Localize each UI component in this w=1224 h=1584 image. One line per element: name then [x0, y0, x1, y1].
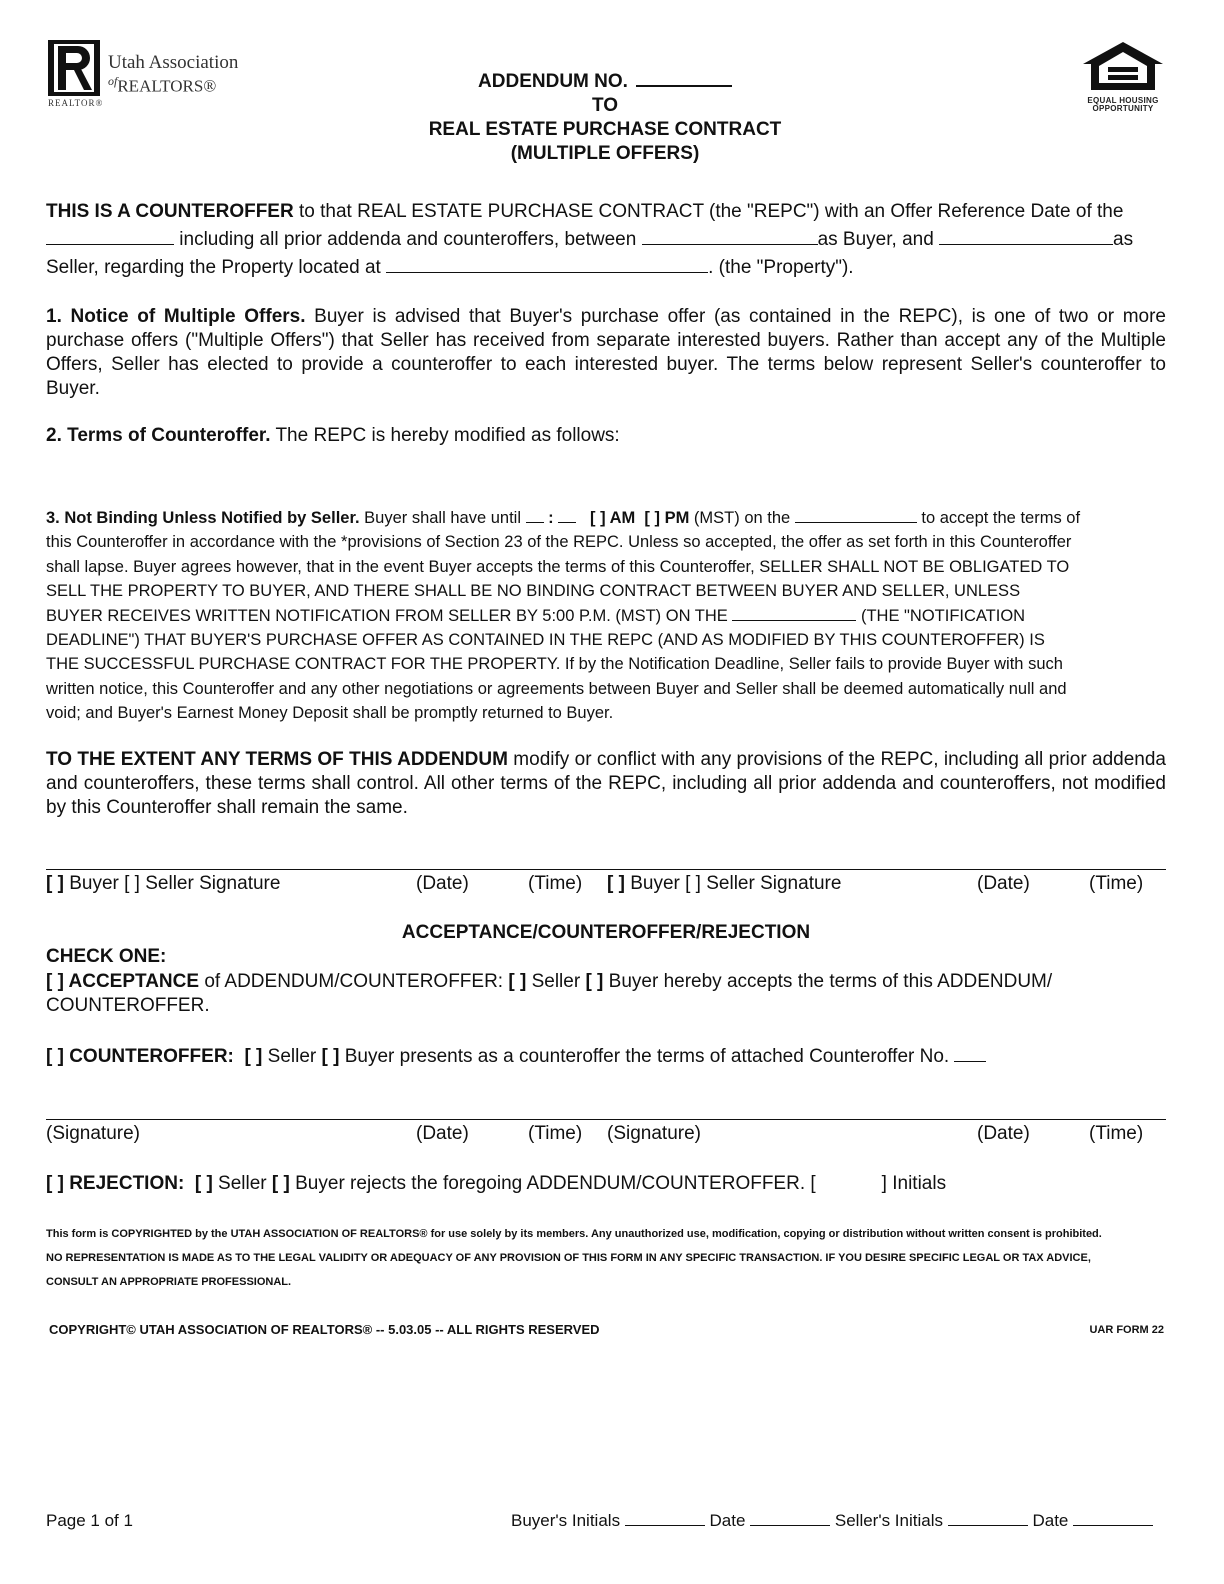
sig2-right-time: (Time)	[1089, 1123, 1144, 1144]
rejection-buyer-checkbox[interactable]: [ ]	[271, 1173, 290, 1194]
counteroffer-number-field[interactable]	[954, 1045, 986, 1062]
date2-label: Date	[1027, 1511, 1074, 1530]
signature-line-2[interactable]	[46, 1119, 1166, 1120]
sig2-left-time: (Time)	[528, 1123, 583, 1144]
legal-line3: CONSULT AN APPROPRIATE PROFESSIONAL.	[46, 1276, 292, 1288]
counteroffer-seller-checkbox[interactable]: [ ]	[244, 1046, 263, 1067]
intro-text4: as	[1113, 229, 1134, 250]
acceptance-text2: Seller	[526, 971, 586, 992]
counteroffer-line	[46, 1045, 1166, 1069]
rejection-option	[46, 1172, 1166, 1196]
time-separator: :	[548, 509, 554, 527]
section-3-line8: written notice, this Counteroffer and any other negotiations or agreements between Buyer and Seller shall be deemed automatically null and	[46, 679, 1067, 698]
date1-label: Date	[704, 1511, 751, 1530]
sig1-left-role	[46, 873, 280, 895]
copyright-notice: COPYRIGHT© UTAH ASSOCIATION OF REALTORS® -- 5.03.05 -- ALL RIGHTS RESERVED	[49, 1322, 600, 1337]
counteroffer-buyer-checkbox[interactable]: [ ]	[321, 1046, 340, 1067]
sig1-left-label: Buyer [ ] Seller Signature	[63, 873, 281, 894]
seller-initials-label: Seller's Initials	[830, 1511, 948, 1530]
intro-line2	[46, 228, 1166, 252]
intro-paragraph	[46, 200, 1166, 280]
sig1-right-buyer-checkbox[interactable]: [ ]	[607, 873, 625, 894]
logo-name-line1: Utah Association	[108, 52, 239, 73]
intro-text2: including all prior addenda and counteroffers, between	[174, 229, 642, 250]
sig1-right-date: (Date)	[977, 873, 1030, 894]
section-1-body: Buyer is advised that Buyer's purchase offer (as contained in the REPC), is one of two or more purchase offers ("Multiple Offers") that Seller has received from separate interested buyers. Rather than accept any of the Multiple Offers, Seller has elected to provide a counteroffer to each interested buyer. The terms below represent Seller's counteroffer to Buyer.	[46, 306, 1166, 399]
acceptance-text3: Buyer hereby accepts the terms of this ADDENDUM/	[603, 971, 1053, 992]
title-addendum-label: ADDENDUM NO.	[478, 71, 628, 92]
section-3-text5a: BUYER RECEIVES WRITTEN NOTIFICATION FROM SELLER BY 5:00 P.M. (MST) ON THE	[46, 606, 733, 625]
check-one-label: CHECK ONE:	[46, 946, 167, 967]
section-3-text5b: (THE "NOTIFICATION	[856, 606, 1026, 625]
section-3-text3: to accept the terms of	[916, 509, 1081, 527]
footer-initials	[511, 1511, 1153, 1531]
acceptance-heading: ACCEPTANCE/COUNTEROFFER/REJECTION	[401, 922, 811, 943]
equal-housing-caption2: OPPORTUNITY	[1092, 104, 1154, 113]
seller-name-field[interactable]	[939, 228, 1113, 245]
counteroffer-text2: Buyer presents as a counteroffer the terms of attached Counteroffer No.	[339, 1046, 955, 1067]
counteroffer-checkbox[interactable]: [ ] COUNTEROFFER:	[46, 1046, 234, 1067]
acceptance-seller-checkbox[interactable]: [ ]	[508, 971, 527, 992]
sig2-left-label: (Signature)	[46, 1123, 140, 1144]
rejection-text2: Buyer rejects the foregoing ADDENDUM/COUNTEROFFER. [	[289, 1173, 816, 1194]
title-line-addendum	[300, 70, 910, 94]
intro-line3	[46, 256, 1166, 280]
section-3-text1: Buyer shall have until	[359, 509, 526, 527]
document-title	[300, 70, 910, 166]
title-line-to: TO	[591, 95, 619, 116]
section-1	[46, 305, 1166, 401]
control-lead: TO THE EXTENT ANY TERMS OF THIS ADDENDUM	[46, 749, 508, 770]
section-2-heading: 2. Terms of Counteroffer.	[46, 425, 271, 446]
section-3-line1	[46, 506, 1166, 530]
acceptance-line1	[46, 970, 1166, 994]
buyer-initials-label: Buyer's Initials	[511, 1511, 625, 1530]
intro-line1	[46, 200, 1166, 224]
sig1-right-time: (Time)	[1089, 873, 1144, 894]
rejection-text1: Seller	[212, 1173, 272, 1194]
form-number: UAR FORM 22	[1089, 1324, 1164, 1336]
date1-field[interactable]	[750, 1511, 830, 1526]
section-2	[46, 424, 1166, 448]
acceptance-checkbox[interactable]: [ ] ACCEPTANCE	[46, 971, 200, 992]
buyer-name-field[interactable]	[642, 228, 818, 245]
section-3-line6: DEADLINE") THAT BUYER'S PURCHASE OFFER AS CONTAINED IN THE REPC (AND AS MODIFIED BY THIS COUNTEROFFER) IS	[46, 631, 1045, 650]
counteroffer-text1: Seller	[262, 1046, 322, 1067]
sig1-right-role	[607, 873, 841, 895]
intro-lead: THIS IS A COUNTEROFFER	[46, 201, 294, 222]
addendum-number-field[interactable]	[636, 71, 732, 87]
equal-housing-house-icon	[1080, 40, 1166, 92]
acceptance-date-field[interactable]	[795, 506, 917, 523]
control-paragraph	[46, 748, 1166, 820]
acceptance-buyer-checkbox[interactable]: [ ]	[585, 971, 604, 992]
equal-housing-logo	[1080, 40, 1166, 112]
section-3-text2: (MST) on the	[689, 509, 795, 527]
section-3-line3: shall lapse. Buyer agrees however, that in the event Buyer accepts the terms of this Counteroffer, SELLER SHALL NOT BE OBLIGATED TO	[46, 557, 1070, 576]
section-3-line9: void; and Buyer's Earnest Money Deposit shall be promptly returned to Buyer.	[46, 704, 614, 723]
sig1-right-label: Buyer [ ] Seller Signature	[624, 873, 842, 894]
counteroffer-option	[46, 1045, 1166, 1069]
page-number: Page 1 of 1	[46, 1511, 133, 1530]
sig2-left-date: (Date)	[416, 1123, 469, 1144]
sig2-right-label: (Signature)	[607, 1123, 701, 1144]
logo-realtor-caption: REALTOR®	[48, 98, 104, 108]
uar-logo	[48, 40, 248, 110]
section-3	[46, 506, 1166, 726]
intro-text1: to that REAL ESTATE PURCHASE CONTRACT (the "REPC") with an Offer Reference Date of the	[293, 201, 1124, 222]
intro-text5: Seller, regarding the Property located at	[46, 257, 387, 278]
property-address-field[interactable]	[386, 256, 708, 273]
logo-realtors: REALTORS®	[117, 76, 217, 96]
sig1-left-buyer-checkbox[interactable]: [ ]	[46, 873, 64, 894]
logo-name-line2	[108, 74, 216, 97]
legal-notice	[46, 1222, 1166, 1294]
rejection-text3: ] Initials	[881, 1173, 947, 1194]
logo-of: of	[108, 74, 118, 88]
section-2-body: The REPC is hereby modified as follows:	[270, 425, 620, 446]
intro-text6: . (the "Property").	[708, 257, 854, 278]
sig1-left-date: (Date)	[416, 873, 469, 894]
equal-housing-caption1: EQUAL HOUSING	[1087, 96, 1159, 105]
acceptance-text1: of ADDENDUM/COUNTEROFFER:	[199, 971, 509, 992]
legal-line1: This form is COPYRIGHTED by the UTAH ASSOCIATION OF REALTORS® for use solely by its members. Any unauthorized use, modification, copying or distribution without written consent is prohibited.	[46, 1228, 1102, 1240]
section-3-line7: THE SUCCESSFUL PURCHASE CONTRACT FOR THE PROPERTY. If by the Notification Deadline, Seller fails to provide Buyer with such	[46, 655, 1063, 674]
notification-deadline-field[interactable]	[732, 604, 856, 621]
deadline-hour-field[interactable]	[526, 506, 544, 523]
legal-line2: NO REPRESENTATION IS MADE AS TO THE LEGAL VALIDITY OR ADEQUACY OF ANY PROVISION OF THIS FORM IN ANY SPECIFIC TRANSACTION. IF YOU DESIRE SPECIFIC LEGAL OR TAX ADVICE,	[46, 1252, 1091, 1264]
rejection-line	[46, 1172, 1166, 1196]
deadline-minute-field[interactable]	[558, 506, 576, 523]
signature-line-1[interactable]	[46, 869, 1166, 870]
section-1-heading: 1. Notice of Multiple Offers.	[46, 306, 306, 327]
acceptance-line2: COUNTEROFFER.	[46, 995, 210, 1016]
date2-field[interactable]	[1073, 1511, 1153, 1526]
sig1-left-time: (Time)	[528, 873, 583, 894]
section-3-line2: this Counteroffer in accordance with the *provisions of Section 23 of the REPC. Unless so accepted, the offer as set forth in this Counteroffer	[46, 533, 1072, 552]
sig2-right-date: (Date)	[977, 1123, 1030, 1144]
intro-text3: as Buyer, and	[817, 229, 940, 250]
section-3-line5	[46, 604, 1166, 628]
rejection-checkbox[interactable]: [ ] REJECTION:	[46, 1173, 185, 1194]
control-body: modify or conflict with any provisions of the REPC, including all prior addenda and counteroffers, these terms shall control. All other terms of the REPC, including all prior addenda and counteroffers, not modified by this Counteroffer shall remain the same.	[46, 749, 1166, 818]
section-3-heading: 3. Not Binding Unless Notified by Seller.	[46, 509, 360, 527]
offer-reference-date-field[interactable]	[46, 228, 174, 245]
pm-checkbox[interactable]: [ ] PM	[644, 509, 690, 527]
buyer-initials-field[interactable]	[625, 1511, 705, 1526]
acceptance-option	[46, 970, 1166, 1018]
seller-initials-field[interactable]	[948, 1511, 1028, 1526]
am-checkbox[interactable]: [ ] AM	[590, 509, 636, 527]
title-line-repc: REAL ESTATE PURCHASE CONTRACT	[428, 119, 782, 140]
section-3-line4: SELL THE PROPERTY TO BUYER, AND THERE SHALL BE NO BINDING CONTRACT BETWEEN BUYER AND SELLER, UNLESS	[46, 582, 1021, 601]
realtor-r-icon	[48, 40, 100, 96]
title-line-multiple: (MULTIPLE OFFERS)	[510, 143, 700, 164]
rejection-seller-checkbox[interactable]: [ ]	[194, 1173, 213, 1194]
